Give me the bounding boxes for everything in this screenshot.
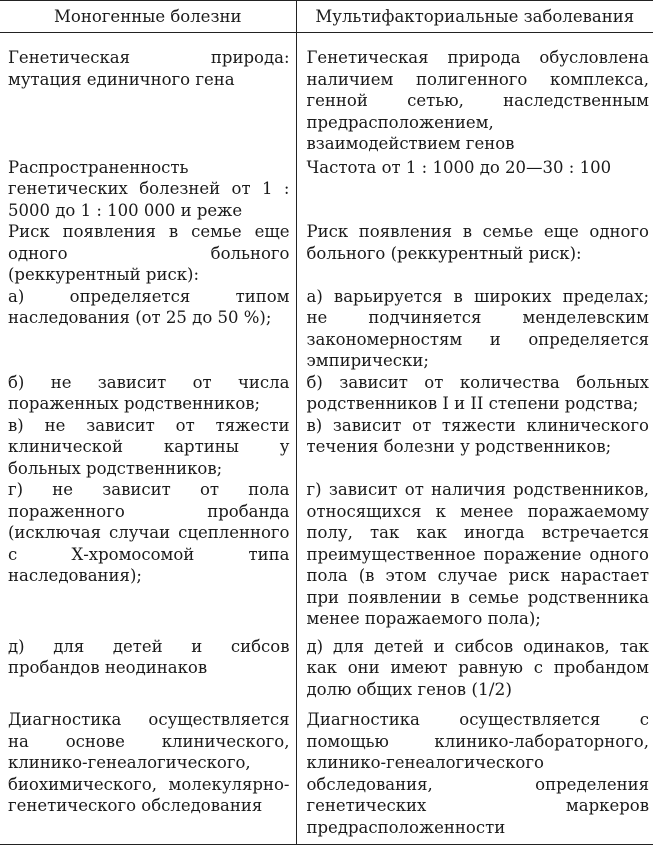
cell-left: Генетическая природа: мутация единичного гена — [8, 48, 290, 89]
cell-left: д) для детей и сибсов пробандов неодинаков — [8, 636, 290, 677]
cell-left: Распространенность генетических болезней от 1 : 5000 до 1 : 100 000 и реже — [8, 157, 290, 220]
cell-right: а) варьируется в широких пределах; не подчиняется менделевским закономерностям и определяется эмпирически; — [296, 286, 653, 372]
table-row — [0, 286, 653, 372]
table-row — [0, 155, 653, 222]
cell-left: а) определяется типом наследования (от 25 до 50 %); — [8, 286, 290, 327]
cell-right: Частота от 1 : 1000 до 20—30 : 100 — [296, 155, 653, 222]
table-row — [0, 221, 653, 286]
cell-right-text: д) для детей и сибсов одинаков, так как они имеют равную с пробандом долю общих генов — [306, 636, 649, 699]
fraction-one-half: (1/2) — [471, 679, 512, 700]
header-row — [0, 1, 653, 33]
table-row — [0, 372, 653, 415]
header-monogenic: Моногенные болезни — [0, 1, 296, 33]
table-row — [0, 33, 653, 155]
cell-right: в) зависит от тяжести клинического течения болезни у родственников; — [296, 415, 653, 480]
table-row — [0, 701, 653, 845]
cell-left: б) не зависит от числа пораженных родственников; — [8, 372, 290, 413]
cell-left: Диагностика осуществляется на основе клинического, клинико-генеалогического, биохимического, молекулярно-генетического обследования — [0, 701, 296, 845]
table-row — [0, 415, 653, 480]
cell-left: Риск появления в семье еще одного больного (реккурентный риск): — [8, 222, 290, 284]
cell-right: г) зависит от наличия родственников, относящихся к менее поражаемому полу, так как иногда встречается преимущественное поражение одного пола (в этом случае риск нарастает при появлении в семье родственника менее поражаемого пола); — [296, 479, 653, 630]
cell-right: Диагностика осуществляется с помощью клинико-лабораторного, клинико-генеалогического обследования, определения генетических маркеров предрасположенности — [296, 701, 653, 845]
cell-right: Риск появления в семье еще одного больного (реккурентный риск): — [296, 221, 653, 286]
cell-right: Генетическая природа обусловлена наличием полигенного комплекса, генной сетью, наследственным предрасположением, взаимодействием генов — [296, 33, 653, 155]
cell-left: в) не зависит от тяжести клинической картины у больных родственников; — [8, 415, 290, 478]
cell-right: б) зависит от количества больных родственников I и II степени родства; — [296, 372, 653, 415]
table-row — [0, 479, 653, 630]
cell-right — [296, 630, 653, 702]
header-multifactorial: Мультифакториальные заболевания — [296, 1, 653, 33]
cell-left: г) не зависит от пола пораженного пробанда (исключая случаи сцепленного с Х-хромосомой типа наследования); — [8, 480, 290, 585]
table-row — [0, 630, 653, 702]
